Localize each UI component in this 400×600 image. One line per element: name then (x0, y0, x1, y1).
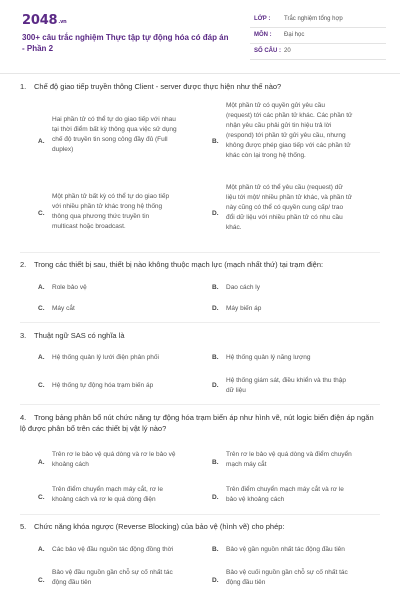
question-divider (20, 322, 380, 323)
meta-value-socau: 20 (284, 48, 291, 54)
question-text: Trong bảng phân bổ nút chức năng tự động hóa trạm biến áp như hình vẽ, nút logic biến điện áp ngăn lộ được phân bổ trên các thiết bị vật lý nào? (20, 413, 374, 433)
site-logo[interactable]: 2048.vn (22, 13, 67, 28)
meta-value-lop: Trắc nghiệm tổng hợp (284, 16, 343, 22)
question-number: 5. (20, 522, 27, 531)
document-title: 300+ câu trắc nghiệm Thực tập tự động hóa có đáp án - Phần 2 (22, 33, 229, 53)
meta-table (250, 12, 386, 60)
question-number: 1. (20, 82, 27, 91)
meta-label-socau: SỐ CÂU : (254, 48, 281, 54)
question-number: 4. (20, 413, 27, 422)
question-text: Chức năng khóa ngược (Reverse Blocking) của bảo vệ (hình vẽ) cho phép: (34, 522, 285, 531)
question-divider (20, 252, 380, 253)
meta-label-mon: MÔN : (254, 32, 272, 38)
question-number: 2. (20, 260, 27, 269)
page-header (0, 0, 400, 64)
question-number: 3. (20, 331, 27, 340)
meta-row-mon (250, 28, 386, 44)
question-text: Thuật ngữ SAS có nghĩa là (34, 331, 125, 340)
meta-value-mon: Đại học (284, 32, 305, 38)
meta-row-socau (250, 44, 386, 60)
question-divider (20, 514, 380, 515)
question-text: Trong các thiết bị sau, thiết bị nào không thuộc mạch lực (mạch nhất thứ) tại trạm điện: (34, 260, 324, 269)
question-text: Chế độ giao tiếp truyền thông Client - server được thực hiện như thế nào? (34, 82, 282, 91)
meta-label-lop: LỚP : (254, 16, 271, 22)
question-divider (20, 404, 380, 405)
header-divider (0, 73, 400, 74)
meta-row-lop (250, 12, 386, 28)
